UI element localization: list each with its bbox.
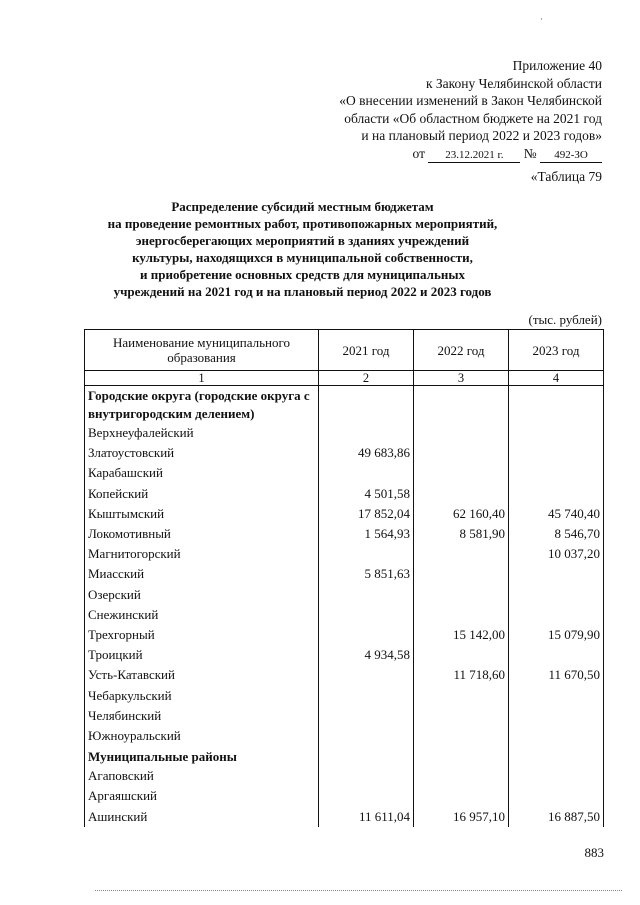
scan-speck: · [540,14,543,24]
page-number: 883 [584,845,604,860]
value-2023-cell: 8 546,70 [509,524,604,544]
value-2023-cell [509,564,604,584]
value-2022-cell [414,605,509,625]
value-2022-cell [414,585,509,605]
municipality-name-cell: Озерский [85,585,319,605]
table-row [85,786,604,806]
value-2023-cell [509,766,604,786]
value-2022-cell: 16 957,10 [414,807,509,827]
table-row [85,665,604,685]
column-number: 1 [85,371,319,386]
scan-edge-line [95,890,622,891]
column-header-name: Наименование муниципального образования [85,330,319,371]
table-row [85,706,604,726]
municipality-name-cell: Снежинский [85,605,319,625]
municipality-name-cell: Кыштымский [85,504,319,524]
value-2021-cell [319,605,414,625]
value-2022-cell: 11 718,60 [414,665,509,685]
value-2022-cell [414,443,509,463]
table-row [85,807,604,827]
table-row [85,524,604,544]
municipality-name-cell: Муниципальные районы [85,746,319,766]
value-2021-cell [319,786,414,806]
decree-number-label: № [523,145,537,161]
table-row [85,564,604,584]
title-line: и приобретение основных средств для муниципальных [140,267,465,282]
value-2022-cell: 15 142,00 [414,625,509,645]
appendix-header [339,57,602,163]
municipality-name-cell: Агаповский [85,766,319,786]
table-row [85,685,604,705]
municipality-name-cell: Златоустовский [85,443,319,463]
subsidy-table [84,329,604,827]
value-2021-cell: 1 564,93 [319,524,414,544]
value-2022-cell [414,685,509,705]
value-2022-cell [414,423,509,443]
municipality-name-cell: Копейский [85,484,319,504]
table-row [85,463,604,483]
municipality-name-cell: Трехгорный [85,625,319,645]
value-2023-cell [509,585,604,605]
value-2021-cell [319,386,414,424]
municipality-name-cell: Миасский [85,564,319,584]
table-row [85,423,604,443]
value-2022-cell [414,544,509,564]
value-2023-cell: 10 037,20 [509,544,604,564]
decree-from-label: от [412,145,425,161]
value-2023-cell [509,685,604,705]
value-2021-cell: 4 934,58 [319,645,414,665]
value-2021-cell: 49 683,86 [319,443,414,463]
value-2023-cell [509,746,604,766]
table-row [85,766,604,786]
value-2021-cell: 11 611,04 [319,807,414,827]
units-label: (тыс. рублей) [528,312,602,327]
column-header-2021: 2021 год [319,330,414,371]
value-2022-cell [414,706,509,726]
value-2022-cell: 62 160,40 [414,504,509,524]
decree-number: 492-ЗО [540,149,602,163]
column-number: 4 [509,371,604,386]
value-2023-cell: 45 740,40 [509,504,604,524]
value-2021-cell [319,685,414,705]
value-2023-cell [509,706,604,726]
value-2021-cell: 5 851,63 [319,564,414,584]
municipality-name-cell: Троицкий [85,645,319,665]
decree-date: 23.12.2021 г. [428,149,520,163]
column-number: 3 [414,371,509,386]
municipality-name-cell: Усть-Катавский [85,665,319,685]
column-header-2023: 2023 год [509,330,604,371]
header-line: к Закону Челябинской области [425,75,602,91]
table-row [85,504,604,524]
municipality-name-cell: Южноуральский [85,726,319,746]
value-2021-cell [319,706,414,726]
header-line: области «Об областном бюджете на 2021 год [344,110,602,126]
value-2021-cell [319,726,414,746]
table-group-row [85,386,604,424]
municipality-name-cell: Магнитогорский [85,544,319,564]
municipality-name-cell: Аргаяшский [85,786,319,806]
value-2023-cell [509,484,604,504]
municipality-name-cell: Верхнеуфалейский [85,423,319,443]
header-line: Приложение 40 [512,58,602,73]
header-line: «О внесении изменений в Закон Челябинской [339,93,602,108]
value-2022-cell [414,463,509,483]
value-2022-cell [414,766,509,786]
table-row [85,625,604,645]
municipality-name-cell: Городские округа (городские округа с внутригородским делением) [85,386,319,424]
value-2021-cell: 17 852,04 [319,504,414,524]
table-row [85,585,604,605]
value-2023-cell [509,726,604,746]
decree-line [413,145,603,163]
municipality-name-cell: Челябинский [85,706,319,726]
value-2021-cell [319,544,414,564]
document-title [85,198,520,300]
column-header-2022: 2022 год [414,330,509,371]
title-line: культуры, находящихся в муниципальной собственности, [132,250,473,265]
title-line: учреждений на 2021 год и на плановый период 2022 и 2023 годов [113,284,492,299]
value-2021-cell [319,423,414,443]
value-2023-cell [509,386,604,424]
table-row [85,605,604,625]
value-2022-cell [414,786,509,806]
value-2022-cell [414,746,509,766]
value-2023-cell [509,423,604,443]
value-2022-cell: 8 581,90 [414,524,509,544]
header-line: и на плановый период 2022 и 2023 годов» [361,128,602,143]
title-line: энергосберегающих мероприятий в зданиях учреждений [135,233,470,248]
value-2021-cell [319,665,414,685]
title-line: Распределение субсидий местным бюджетам [171,199,434,214]
table-reference: «Таблица 79 [530,169,602,184]
municipality-name-cell: Локомотивный [85,524,319,544]
value-2022-cell [414,484,509,504]
value-2021-cell: 4 501,58 [319,484,414,504]
table-row [85,726,604,746]
value-2023-cell [509,443,604,463]
value-2023-cell: 11 670,50 [509,665,604,685]
municipality-name-cell: Карабашский [85,463,319,483]
value-2023-cell [509,605,604,625]
value-2023-cell: 16 887,50 [509,807,604,827]
column-number: 2 [319,371,414,386]
value-2023-cell [509,786,604,806]
table-row [85,645,604,665]
table-group-row [85,746,604,766]
table-row [85,443,604,463]
value-2023-cell [509,463,604,483]
value-2021-cell [319,585,414,605]
value-2023-cell: 15 079,90 [509,625,604,645]
title-line: на проведение ремонтных работ, противопожарных мероприятий, [107,216,498,231]
table-row [85,544,604,564]
value-2022-cell [414,564,509,584]
value-2021-cell [319,463,414,483]
table-body [85,386,604,827]
value-2021-cell [319,625,414,645]
value-2022-cell [414,386,509,424]
municipality-name-cell: Ашинский [85,807,319,827]
municipality-name-cell: Чебаркульский [85,685,319,705]
table-row [85,484,604,504]
value-2022-cell [414,726,509,746]
value-2022-cell [414,645,509,665]
value-2021-cell [319,766,414,786]
value-2023-cell [509,645,604,665]
value-2021-cell [319,746,414,766]
